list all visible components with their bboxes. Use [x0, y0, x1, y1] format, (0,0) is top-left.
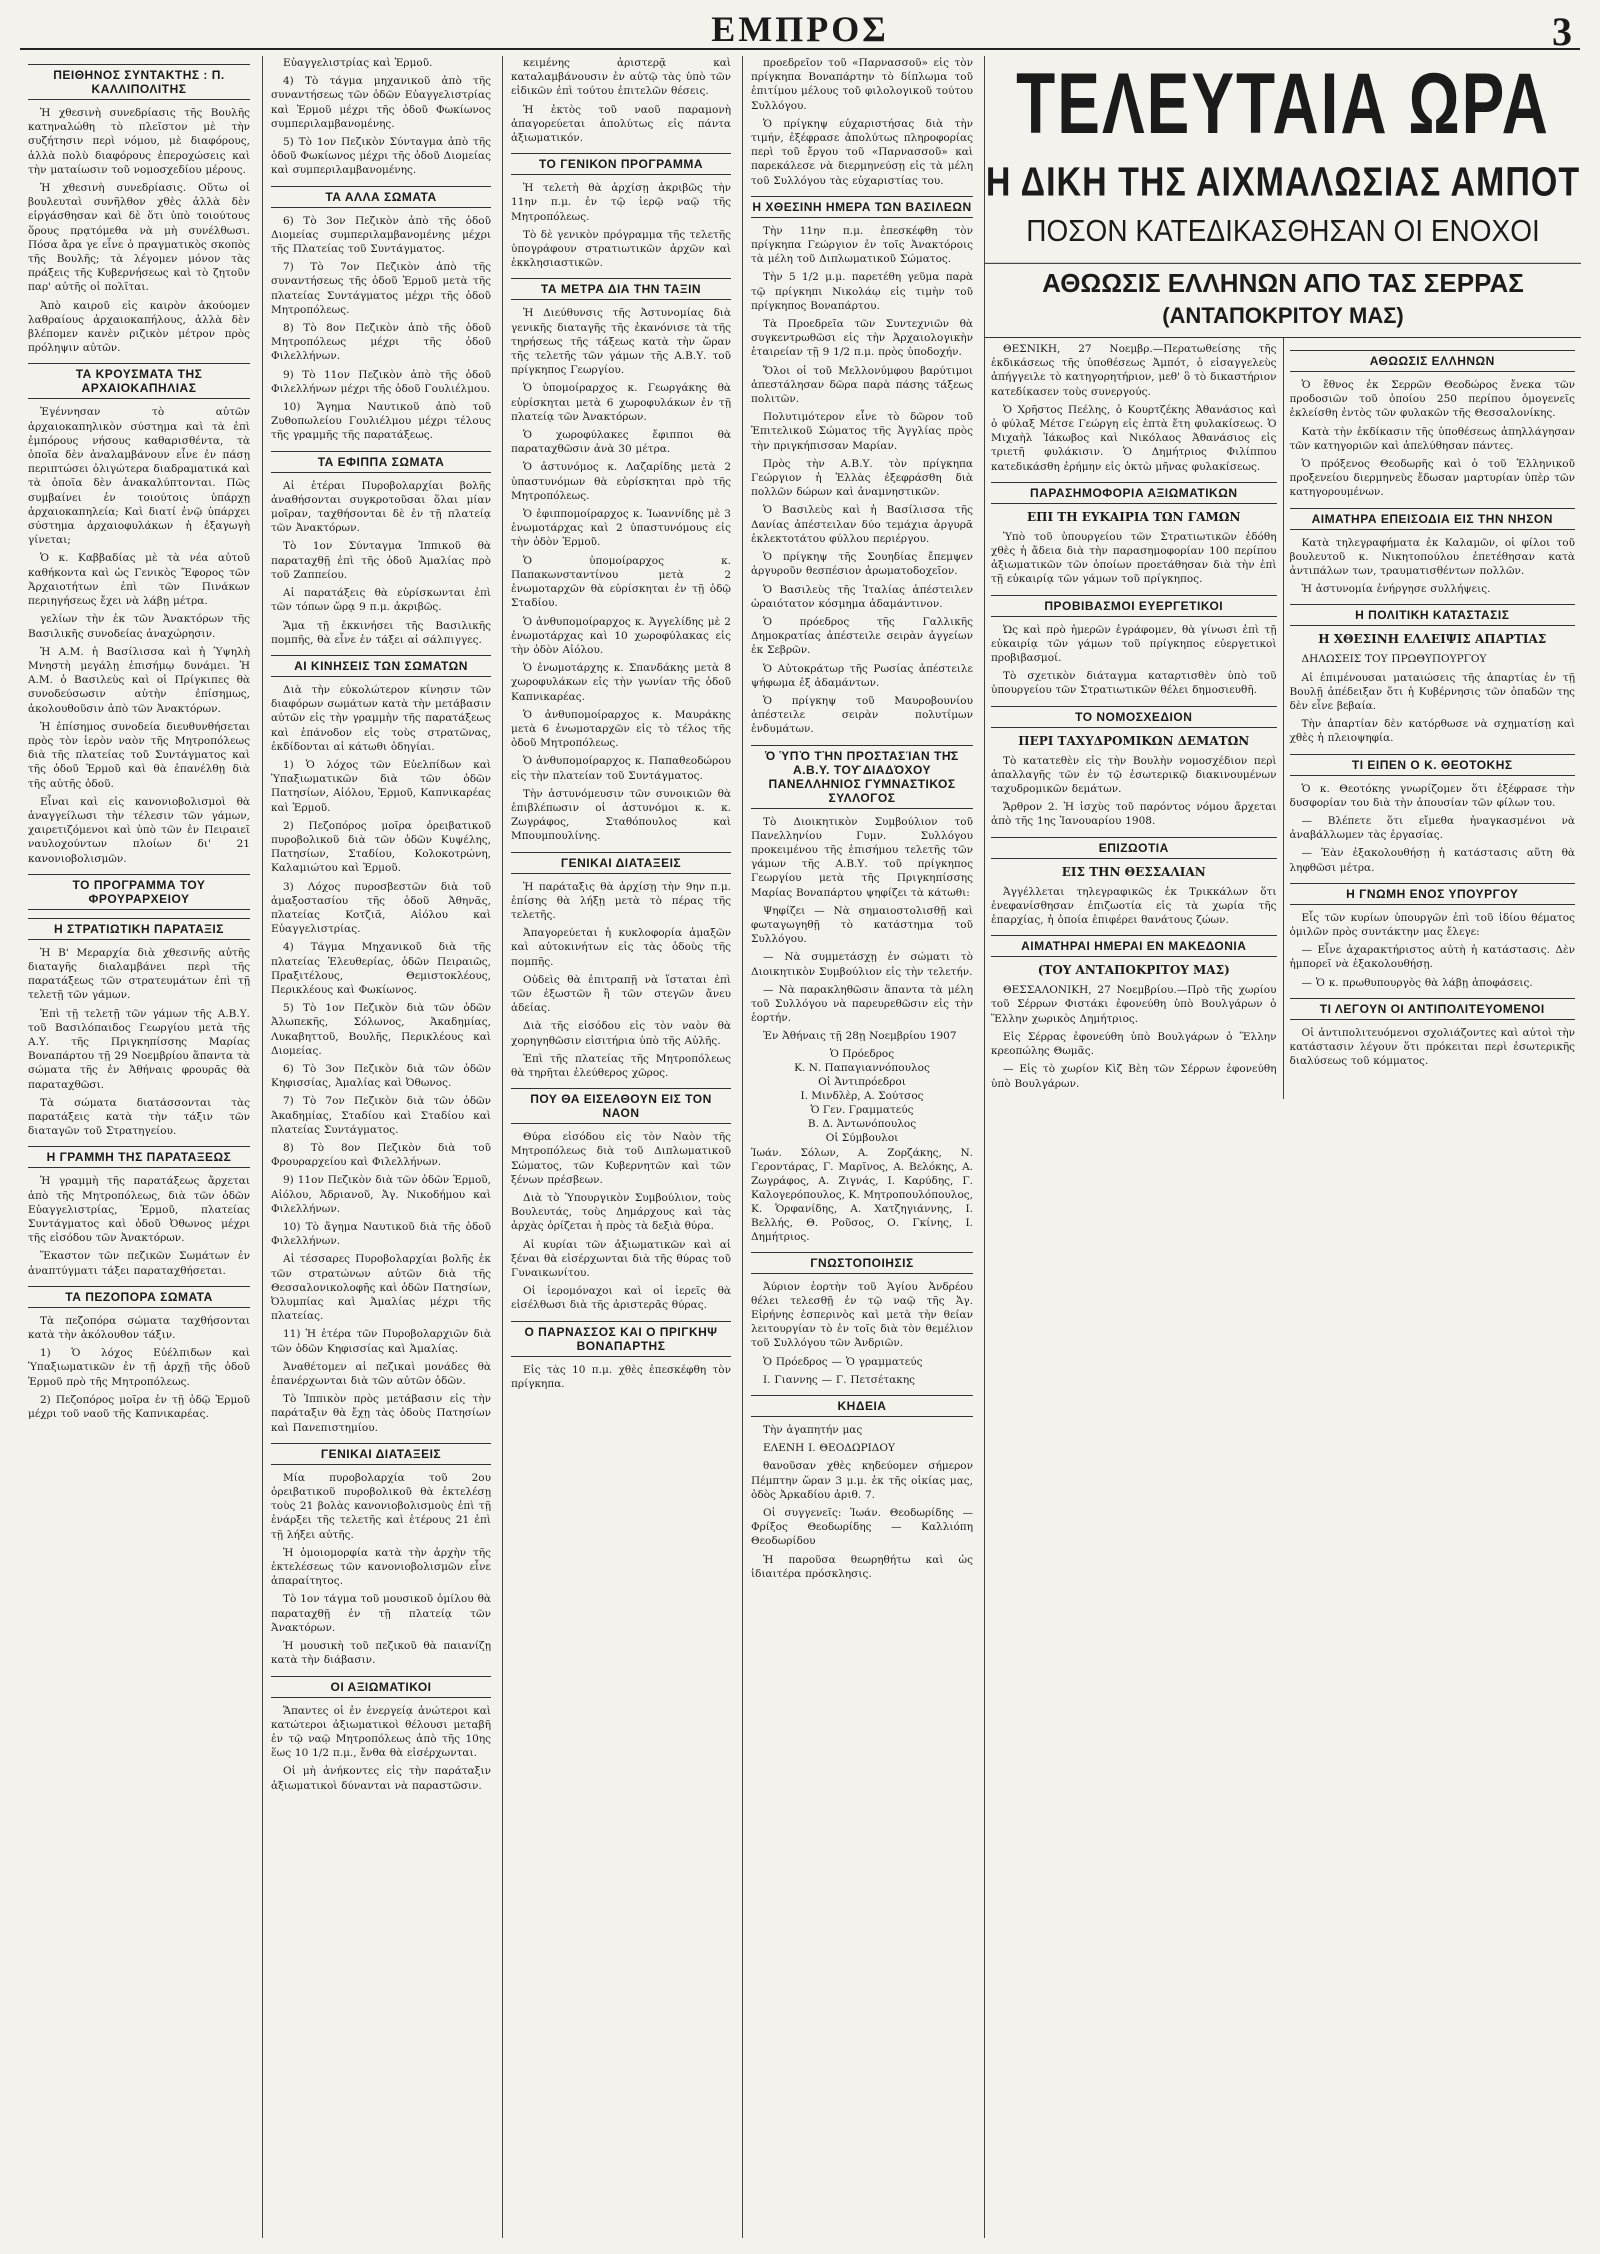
- section-heading: ΑΘΩΩΣΙΣ ΕΛΛΗΝΩΝ: [1290, 350, 1576, 372]
- right-subcolumn-1: [985, 338, 1283, 1099]
- article-paragraph: 7) Τὸ 7ον Πεζικὸν διὰ τῶν ὁδῶν Ἀκαδημίας, Σταδίου καὶ Σταδίου καὶ πλατείας Συντάγματος.: [271, 1095, 491, 1136]
- section-heading: ΠΑΡΑΣΗΜΟΦΟΡΙΑ ΑΞΙΩΜΑΤΙΚΩΝ: [991, 482, 1277, 504]
- article-paragraph: Εἶναι καὶ εἰς κανονιοβολισμοὶ θὰ ἀναγγείλωσι τὴν τέλεσιν τῶν γάμων, χαιρετιζόμενοι καὶ ὑπὸ τῶν ἐν Πειραιεῖ ναυλοχούντων πλοίων δι' 21 κανονιοβολισμῶν.: [28, 795, 250, 865]
- article-paragraph: — Νὰ παρακληθῶσιν ἅπαντα τὰ μέλη τοῦ Συλλόγου νὰ παρευρεθῶσιν εἰς τὴν ἑορτήν.: [751, 983, 973, 1025]
- article-paragraph: Ἡ ἐπίσημος συνοδεία διευθυνθήσεται πρὸς τὸν ἱερὸν ναὸν τῆς Μητροπόλεως διὰ τῆς πλατείας τοῦ Συντάγματος καὶ τῆς ὁδοῦ Ἑρμοῦ καὶ θὰ ἐπανέλθῃ διὰ τῆς αὐτῆς ὁδοῦ.: [28, 720, 250, 790]
- article-paragraph: Μία πυροβολαρχία τοῦ 2ου ὀρειβατικοῦ πυροβολικοῦ θὰ ἐκτελέσῃ τοὺς 21 βολὰς κανονιοβολισμοὺς ἐπὶ τῇ ἐνάρξει τῆς τελετῆς καὶ ἑτέρους 21 ἐπὶ τῇ λήξει αὐτῆς.: [271, 1471, 491, 1541]
- article-paragraph: Ὁ ἀνθυπομοίραρχος κ. Παπαθεοδώρου εἰς τὴν πλατείαν τοῦ Συντάγματος.: [511, 755, 731, 782]
- article-paragraph: Τὰ σώματα διατάσσονται τὰς παρατάξεις κατὰ τὴν τάξιν τῶν διαταγῶν τοῦ Στρατηγείου.: [28, 1096, 250, 1138]
- article-paragraph: 2) Πεζοπόρος μοῖρα ἐν τῇ ὁδῷ Ἑρμοῦ μέχρι τοῦ ναοῦ τῆς Καπνικαρέας.: [28, 1393, 250, 1421]
- section-heading: ΑΙΜΑΤΗΡΑ ΕΠΕΙΣΟΔΙΑ ΕΙΣ ΤΗΝ ΝΗΣΟΝ: [1290, 508, 1576, 530]
- article-paragraph: Τὴν 11ην π.μ. ἐπεσκέφθη τὸν πρίγκηπα Γεώργιον ἐν τοῖς Ἀνακτόροις τὰ μέλη τοῦ Διπλωματικοῦ Σώματος.: [751, 224, 973, 266]
- article-paragraph: Αἱ τέσσαρες Πυροβολαρχίαι βολῆς ἐκ τῶν στρατώνων αὐτῶν διὰ τῆς Θεσσαλονικολοφῆς καὶ ὁδῶν Πατησίων, Ὀλυμπίας καὶ Ἀμαλίας μέχρι τῆς πλατείας.: [271, 1253, 491, 1323]
- section-heading: ΤΟ ΠΡΟΓΡΑΜΜΑ ΤΟΥ ΦΡΟΥΡΑΡΧΕΙΟΥ: [28, 874, 250, 910]
- article-paragraph: Ἀπὸ καιροῦ εἰς καιρὸν ἀκούομεν λαθραίους ἀρχαιοκαπήλους, ἀλλὰ δὲν βλέπομεν κανὲν ριζικὸν μέτρον πρὸς πρόληψιν αὐτῶν.: [28, 299, 250, 355]
- article-paragraph: Τὸ Διοικητικὸν Συμβούλιον τοῦ Πανελληνίου Γυμν. Συλλόγου προκειμένου τῆς ἐπισήμου τελετῆς τῶν γάμων τῆς Α.Β.Υ. τοῦ πρίγκηπος Γεωργίου μετὰ τῆς Πριγκηπίσσης Μαρίας Βοναπάρτου ψηφίζει τὰ κάτωθι:: [751, 815, 973, 899]
- article-paragraph: Εὐαγγελιστρίας καὶ Ἑρμοῦ.: [283, 57, 433, 69]
- section-heading: ΚΗΔΕΙΑ: [751, 1395, 973, 1417]
- article-paragraph: Οἱ ἀντιπολιτευόμενοι σχολιάζοντες καὶ αὐτοὶ τὴν κατάστασιν λέγουν ὅτι πρόκειται περὶ ἐσωτερικῆς διαλύσεως τοῦ κόμματος.: [1289, 1026, 1575, 1068]
- breaking-acquittal: ΑΘΩΩΣΙΣ ΕΛΛΗΝΩΝ ΑΠΟ ΤΑΣ ΣΕΡΡΑΣ: [1042, 268, 1524, 298]
- article-paragraph: Οἱ μὴ ἀνήκοντες εἰς τὴν παράταξιν ἀξιωματικοὶ δύνανται νὰ παραστῶσιν.: [271, 1765, 491, 1792]
- section-heading: ΤΑ ΠΕΖΟΠΟΡΑ ΣΩΜΑΤΑ: [28, 1286, 250, 1308]
- section-heading: ΤΟ ΝΟΜΟΣΧΕΔΙΟΝ: [991, 706, 1277, 728]
- article-paragraph: 5) Τὸ 1ον Πεζικὸν διὰ τῶν ὁδῶν Ἀλωπεκῆς, Σόλωνος, Ἀκαδημίας, Λυκαβηττοῦ, Βουλῆς, Περικλέους καὶ Διομείας.: [271, 1002, 491, 1057]
- article-paragraph: γελίων τὴν ἐκ τῶν Ἀνακτόρων τῆς Βασιλικῆς συνοδείας ἀναχώρησιν.: [28, 613, 250, 640]
- article-paragraph: ΘΕΣΝΙΚΗ, 27 Νοεμβρ.—Περατωθείσης τῆς ἐκδικάσεως τῆς ὑποθέσεως Ἀμπότ, ὁ εἰσαγγελεὺς ἀπήγγειλε τὸ κατηγορητήριον, μεθ' ὃ τὸ δικαστήριον κατεδίκασεν τοὺς συνεργούς.: [991, 343, 1277, 398]
- section-heading: ΤΑ ΚΡΟΥΣΜΑΤΑ ΤΗΣ ΑΡΧΑΙΟΚΑΠΗΛΙΑΣ: [28, 363, 250, 399]
- section-subheading: ΠΕΡΙ ΤΑΧΥΔΡΟΜΙΚΩΝ ΔΕΜΑΤΩΝ: [1018, 733, 1250, 748]
- article-paragraph: Τὸ κατατεθὲν εἰς τὴν Βουλὴν νομοσχέδιον περὶ ἀπαλλαγῆς τῶν ἐν τῷ ἐσωτερικῷ διακινουμένων ταχυδρομικῶν δεμάτων.: [991, 754, 1277, 796]
- article-paragraph: Ὁ χωροφύλακες ἔφιπποι θὰ παραταχθῶσιν ἀνὰ 30 μέτρα.: [511, 429, 731, 456]
- article-paragraph: — Νὰ συμμετάσχῃ ἐν σώματι τὸ Διοικητικὸν Συμβούλιον εἰς τὴν τελετήν.: [751, 951, 973, 978]
- article-paragraph: ΕΛΕΝΗ Ι. ΘΕΟΔΩΡΙΔΟΥ: [763, 1442, 895, 1455]
- article-paragraph: Τὴν ἀπαρτίαν δὲν κατόρθωσε νὰ σχηματίσῃ καὶ χθὲς ἡ πλειοψηφία.: [1289, 718, 1575, 745]
- article-paragraph: θανοῦσαν χθὲς κηδεύομεν σήμερον Πέμπτην ὥραν 3 μ.μ. ἐκ τῆς οἰκίας μας, ὁδὸς Ἀρκαδίου ἀριθ. 7.: [751, 1460, 973, 1501]
- article-paragraph: Ὡς καὶ πρὸ ἡμερῶν ἐγράφομεν, θὰ γίνωσι ἐπὶ τῇ εὐκαιρίᾳ τῶν γάμων τοῦ πρίγκηπος εὐεργετικοὶ προβιβασμοί.: [991, 623, 1277, 665]
- article-paragraph: Αἱ παρατάξεις θὰ εὑρίσκωνται ἐπὶ τῶν τόπων ὥρᾳ 9 π.μ. ἀκριβῶς.: [271, 587, 491, 614]
- article-paragraph: Πρὸς τὴν Α.Β.Υ. τὸν πρίγκηπα Γεώργιον ἡ Ἑλλὰς ἐξεφράσθη διὰ πολλῶν δώρων καὶ ἀναμνηστικῶν.: [751, 457, 973, 499]
- breaking-question: ΠΟΣΟΝ ΚΑΤΕΔΙΚΑΣΘΗΣΑΝ ΟΙ ΕΝΟΧΟΙ: [985, 210, 1581, 264]
- article-paragraph: Ἅμα τῇ ἐκκινήσει τῆς Βασιλικῆς πομπῆς, θὰ εἶνε ἐν τάξει αἱ σάλπιγγες.: [271, 619, 491, 646]
- article-paragraph: Ι. Γιαννης — Γ. Πετσέτακης: [763, 1373, 916, 1386]
- article-paragraph: ΘΕΣΣΑΛΟΝΙΚΗ, 27 Νοεμβρίου.—Πρὸ τῆς χωρίου τοῦ Σέρρων Φιστάκι ἐφονεύθη ὑπὸ Βουλγάρων ὁ Ἕλλην χωρικὸς Δημήτριος.: [991, 984, 1277, 1025]
- article-paragraph: Ἡ ὁμοιομορφία κατὰ τὴν ἀρχὴν τῆς ἐκτελέσεως τῶν κανονιοβολισμῶν εἶνε ἀπαραίτητος.: [271, 1546, 491, 1588]
- article-paragraph: Ὁ Πρόεδρος — Ὁ γραμματεύς: [763, 1355, 923, 1368]
- article-paragraph: Ἅπαντες οἱ ἐν ἐνεργείᾳ ἀνώτεροι καὶ κατώτεροι ἀξιωματικοὶ θέλουσι μεταβῆ ἐν τῷ ναῷ Μητροπόλεως ἀπὸ τῆς 10ης ἕως 10 1/2 π.μ., ἔνθα θὰ εἰσέρχωνται.: [271, 1704, 491, 1760]
- article-paragraph: ΔΗΛΩΣΕΙΣ ΤΟΥ ΠΡΩΘΥΠΟΥΡΓΟΥ: [1301, 653, 1487, 666]
- article-paragraph: προεδρεῖον τοῦ «Παρνασσοῦ» εἰς τὸν πρίγκηπα Βοναπάρτην τὸ δίπλωμα τοῦ ἐπιτίμου μέλους τοῦ φιλολογικοῦ τούτου Συλλόγου.: [751, 57, 973, 112]
- article-paragraph: Ὁ Βασιλεὺς καὶ ἡ Βασίλισσα τῆς Δανίας ἀπέστειλαν δύο τεμάχια ἀργυρᾶ ἐκλεκτοτάτου φύλλου περιέργου.: [751, 504, 973, 545]
- article-paragraph: Ἡ παροῦσα θεωρηθήτω καὶ ὡς ἰδιαιτέρα πρόσκλησις.: [751, 1553, 973, 1580]
- article-paragraph: Ἐπὶ τῆς πλατείας τῆς Μητροπόλεως θὰ τηρῆται ἐλεύθερος χῶρος.: [511, 1052, 731, 1079]
- article-paragraph: Τὴν ἀγαπητήν μας: [763, 1424, 863, 1436]
- article-paragraph: 11) Ἡ ἑτέρα τῶν Πυροβολαρχιῶν διὰ τῶν ὁδῶν Κηφισσίας καὶ Ἀμαλίας.: [271, 1328, 491, 1355]
- article-paragraph: Τὰ πεζοπόρα σώματα ταχθήσονται κατὰ τὴν ἀκόλουθον τάξιν.: [28, 1314, 250, 1342]
- article-paragraph: Ὁ ἔθνος ἐκ Σερρῶν Θεοδώρος ἔνεκα τῶν προδοσιῶν τοῦ ὁποίου 250 περίπου ὁμογενεῖς ἐκλείσθη ἐντὸς τῶν φυλακῶν τῆς Θεσσαλονίκης.: [1289, 379, 1575, 420]
- article-paragraph: Τὸ 1ον τάγμα τοῦ μουσικοῦ ὁμίλου θὰ παραταχθῇ ἐν τῇ πλατείᾳ τῶν Ἀνακτόρων.: [271, 1593, 491, 1634]
- article-paragraph: — Βλέπετε ὅτι εἴμεθα ἠναγκασμένοι νὰ ἀναβάλλωμεν τὰς ἐργασίας.: [1289, 815, 1575, 842]
- section-subheading: ΕΠΙ ΤΗ ΕΥΚΑΙΡΙΑ ΤΩΝ ΓΑΜΩΝ: [1027, 509, 1241, 524]
- article-paragraph: Ὁ Χρῆστος Πεέλης, ὁ Κουρτζέκης Ἀθανάσιος καὶ ὁ φύλαξ Μέτσε Γεώργη εἰς ἑπτὰ ἔτη φυλακίσεως. Ὁ Μιχαὴλ Ἰάκωβος καὶ Νικόλαος Ἀθανάσιος εἰς τριετῆ φυλάκισιν. Ὁ Δημήτριος Φιλίππου κατεδικάσθη ἐρήμην εἰς ὀκτὼ μῆνας φυλακίσεως.: [991, 403, 1277, 473]
- article-paragraph: κειμένης ἀριστερᾷ καὶ καταλαμβάνουσιν ἐν αὐτῷ τὰς ὑπὸ τῶν εἰδικῶν ἐπὶ τούτου ἐπιτελῶν θέσεις.: [511, 57, 731, 98]
- article-paragraph: Ψηφίζει — Νὰ σημαιοστολισθῇ καὶ φωταγωγηθῇ τὸ κατάστημα τοῦ Συλλόγου.: [751, 904, 973, 946]
- section-heading: ΓΝΩΣΤΟΠΟΙΗΣΙΣ: [751, 1252, 973, 1274]
- newspaper-title: ΕΜΠΡΟΣ: [711, 9, 889, 49]
- article-paragraph: 8) Τὸ 8ον Πεζικὸν διὰ τοῦ Φρουραρχείου καὶ Φιλελλήνων.: [271, 1142, 491, 1169]
- article-paragraph: Ὁ κ. Καββαδίας μὲ τὰ νέα αὐτοῦ καθήκοντα καὶ ὡς Γενικὸς Ἔφορος τῶν Ἀρχαιοτήτων ἐπὶ τῶν Πινάκων περιηγήσεως ἔχει νὰ λάβῃ μέτρα.: [28, 552, 250, 608]
- signature-members-label: Οἱ Σύμβουλοι: [825, 1131, 899, 1144]
- article-paragraph: Ὁ ὑπομοίραρχος κ. Γεωργάκης θὰ εὑρίσκηται μετὰ 6 χωροφυλάκων ἐν τῇ πλατείᾳ τῶν Ἀνακτόρων.: [511, 382, 731, 423]
- article-paragraph: Ἡ τελετὴ θὰ ἀρχίσῃ ἀκριβῶς τὴν 11ην π.μ. ἐν τῷ ἱερῷ ναῷ τῆς Μητροπόλεως.: [511, 182, 731, 223]
- section-heading: ΓΕΝΙΚΑΙ ΔΙΑΤΑΞΕΙΣ: [271, 1443, 491, 1465]
- section-heading: Η ΧΘΕΣΙΝΗ ΗΜΕΡΑ ΤΩΝ ΒΑΣΙΛΕΩΝ: [751, 196, 973, 218]
- article-paragraph: Ἡ Διεύθυνσις τῆς Ἀστυνομίας διὰ γενικῆς διαταγῆς τῆς ἐκανόνισε τὰ τῆς τηρήσεως τῆς τάξεως κατὰ τὴν ὥραν τῆς τελετῆς τῶν γάμων τῆς Α.Β.Υ. τοῦ πρίγκηπος Γεωργίου.: [511, 307, 731, 377]
- masthead: [20, 8, 1580, 54]
- section-heading: ΤΙ ΛΕΓΟΥΝ ΟΙ ΑΝΤΙΠΟΛΙΤΕΥΟΜΕΝΟΙ: [1290, 998, 1576, 1020]
- article-paragraph: Ἐπὶ τῇ τελετῇ τῶν γάμων τῆς Α.Β.Υ. τοῦ Βασιλόπαιδος Γεωργίου μετὰ τῆς Α.Υ. τῆς Πριγκηπίσσης Μαρίας Βοναπάρτου τῇ 29 Νοεμβρίου ἅπαντα τὰ σώματα τῆς ἐν Ἀθήναις φρουρᾶς θὰ παραταχθῶσι.: [28, 1007, 250, 1091]
- article-paragraph: — Ὁ κ. πρωθυπουργὸς θὰ λάβῃ ἀποφάσεις.: [1301, 976, 1533, 989]
- article-paragraph: 10) Τὸ ἄγημα Ναυτικοῦ διὰ τῆς ὁδοῦ Φιλελλήνων.: [271, 1221, 491, 1248]
- section-subheading: (ΤΟΥ ΑΝΤΑΠΟΚΡΙΤΟΥ ΜΑΣ): [1037, 963, 1230, 978]
- article-paragraph: Ὁ ἐφιππομοίραρχος κ. Ἰωαννίδης μὲ 3 ἐνωμοτάρχας καὶ 2 ὑπαστυνόμους εἰς τὴν ὁδὸν Ἑρμοῦ.: [511, 508, 731, 549]
- article-paragraph: Ἡ ἀστυνομία ἐνήργησε συλλήψεις.: [1301, 583, 1491, 596]
- article-paragraph: Ἡ ἐκτὸς τοῦ ναοῦ παραμονὴ ἀπαγορεύεται ἀπολύτως εἰς πάντα ἀξιωματικόν.: [511, 103, 731, 145]
- section-heading: ΤΑ ΜΕΤΡΑ ΔΙΑ ΤΗΝ ΤΑΞΙΝ: [511, 278, 731, 300]
- article-paragraph: Ὁ Αὐτοκράτωρ τῆς Ρωσίας ἀπέστειλε ψήφωμα ἐξ ἀδαμάντων.: [751, 662, 973, 689]
- article-paragraph: Κατὰ τηλεγραφήματα ἐκ Καλαμῶν, οἱ φίλοι τοῦ βουλευτοῦ κ. Νικητοπούλου ἐπετέθησαν κατὰ ἀντιπάλων των, τραυματισθέντων πολλῶν.: [1289, 536, 1575, 578]
- article-paragraph: Θύρα εἰσόδου εἰς τὸν Ναὸν τῆς Μητροπόλεως διὰ τοῦ Διπλωματικοῦ Σώματος, τῶν Κυβερνητῶν καὶ τῶν ξένων πρέσβεων.: [511, 1131, 731, 1186]
- article-paragraph: Διὰ τὸ Ὑπουργικὸν Συμβούλιον, τοὺς Βουλευτάς, τοὺς Δημάρχους καὶ τὰς ἀρχὰς ὁρίζεται ἡ πρὸς τὰ δεξιὰ θύρα.: [511, 1192, 731, 1233]
- article-paragraph: 3) Λόχος πυροσβεστῶν διὰ τοῦ ἀμαξοστασίου τῆς ὁδοῦ Ἀθηνᾶς, πλατείας Κοτζιᾶ, Αἰόλου καὶ Εὐαγγελιστρίας.: [271, 880, 491, 936]
- article-paragraph: Τὸ 1ον Σύνταγμα Ἱππικοῦ θὰ παραταχθῇ ἐπὶ τῆς ὁδοῦ Ἀμαλίας πρὸ τοῦ Ζαππείου.: [271, 540, 491, 581]
- article-paragraph: 6) Τὸ 3ον Πεζικὸν διὰ τῶν ὁδῶν Κηφισσίας, Ἀμαλίας καὶ Ὀθωνος.: [271, 1062, 491, 1090]
- breaking-subheadline: Η ΔΙΚΗ ΤΗΣ ΑΙΧΜΑΛΩΣΙΑΣ ΑΜΠΟΤ: [985, 159, 1581, 206]
- article-paragraph: 2) Πεζοπόρος μοῖρα ὀρειβατικοῦ πυροβολικοῦ διὰ τῶν ὁδῶν Κυψέλης, Πατησίων, Σταδίου, Κολοκοτρώνη, Καλαμιώτου καὶ Ἑρμοῦ.: [271, 819, 491, 875]
- article-paragraph: Ἕκαστον τῶν πεζικῶν Σωμάτων ἐν ἀναπτύγματι τάξει παραταχθήσεται.: [28, 1250, 250, 1277]
- article-paragraph: — Εἶνε ἀχαρακτήριστος αὐτὴ ἡ κατάστασις. Δὲν ἠμπορεῖ νὰ ἐξακολουθήσῃ.: [1289, 944, 1575, 971]
- right-subcolumn-2: [1283, 338, 1582, 1099]
- article-paragraph: Διὰ τὴν εὐκολώτερον κίνησιν τῶν διαφόρων σωμάτων κατὰ τὴν μετάβασιν αὐτῶν εἰς τὴν γραμμὴν τῆς παρατάξεως καὶ ἐπάνοδον εἰς τοὺς στρατῶνας, ἐκδίδονται αἱ κάτωθι ὁδηγίαι.: [271, 683, 491, 753]
- article-paragraph: Πολυτιμότερον εἶνε τὸ δῶρον τοῦ Ἐπιτελικοῦ Σώματος τῆς Ἀγγλίας πρὸς τὴν πριγκήπισσαν Μαρίαν.: [751, 411, 973, 452]
- article-paragraph: Ἀγγέλλεται τηλεγραφικῶς ἐκ Τρικκάλων ὅτι ἐνεφανίσθησαν ἐπιζωοτία εἰς τὰ χωρία τῆς ἐπαρχίας, ἡ ὁποία ἐπιφέρει θανάτους ζώων.: [991, 885, 1277, 927]
- signature-name1: Κ. Ν. Παπαγιαννόπουλος: [794, 1061, 930, 1074]
- article-paragraph: Ἡ Β' Μεραρχία διὰ χθεσινῆς αὐτῆς διαταγῆς διαλαμβάνει περὶ τῆς παρατάξεως τῶν στρατευμάτων ἐπὶ τῇ τελετῇ τῶν γάμων.: [28, 946, 250, 1002]
- section-heading: ΓΕΝΙΚΑΙ ΔΙΑΤΑΞΕΙΣ: [511, 852, 731, 874]
- article-paragraph: Ἡ Α.Μ. ἡ Βασίλισσα καὶ ἡ Ὑψηλὴ Μνηστὴ μεγάλῃ ἐπισήμῳ δυνάμει. Ἡ Α.Μ. ὁ Βασιλεὺς καὶ οἱ Πρίγκιπες θὰ συνοδεύσωσιν αὐτὴν ἐπίσημως, ἀκολουθοῦσιν ἀπὸ τῶν Ἀνακτόρων.: [28, 645, 250, 715]
- section-heading: ΠΟΥ ΘΑ ΕΙΣΕΛΘΟΥΝ ΕΙΣ ΤΟΝ ΝΑΟΝ: [511, 1088, 731, 1124]
- article-paragraph: Ἀπαγορεύεται ἡ κυκλοφορία ἁμαξῶν καὶ αὐτοκινήτων εἰς τὰς ὁδοὺς τῆς πομπῆς.: [511, 927, 731, 968]
- right-subcolumns: [985, 337, 1581, 1099]
- signature-members: Ἰωάν. Σόλων, Α. Ζορζάκης, Ν. Γεροντάρας, Γ. Μαρῖνος, Α. Βελόκης, Α. Ζωγράφος, Α. Ζιγνάς, Ι. Καρύδης, Γ. Καλογερόπουλος, Κ. Μητροπουλόπουλος, Κ. Ὁρφανίδης, Α. Χατζηγιάννης, Ι. Βελλής, Θ. Ροῦσος, Ο. Γκίνης, Ι. Δημήτριος.: [751, 1146, 973, 1243]
- article-paragraph: Ὁ κ. Θεοτόκης γνωρίζομεν ὅτι ἐξέφρασε τὴν δυσφορίαν του διὰ τὴν ἀπουσίαν τῶν φίλων του.: [1289, 782, 1575, 809]
- section-heading: ΟΙ ΑΞΙΩΜΑΤΙΚΟΙ: [271, 1676, 491, 1698]
- breaking-headline: ΤΕΛΕΥΤΑΙΑ ΩΡΑ: [1016, 56, 1550, 152]
- article-paragraph: Τὸ σχετικὸν διάταγμα καταρτισθὲν ὑπὸ τοῦ ὑπουργείου τῶν Στρατιωτικῶν θέλει δημοσιευθῆ.: [991, 670, 1277, 697]
- column-4: [742, 56, 981, 2238]
- article-paragraph: Οἱ συγγενεῖς: Ἰωάν. Θεοδωρίδης — Φρίξος Θεοδωρίδης — Καλλιόπη Θεοδωρίδου: [751, 1507, 973, 1548]
- breaking-correspondent: (ΑΝΤΑΠΟΚΡΙΤΟΥ ΜΑΣ): [1162, 303, 1404, 328]
- section-heading: ΤΑ ΑΛΛΑ ΣΩΜΑΤΑ: [271, 186, 491, 208]
- article-paragraph: Ὅλοι οἱ τοῦ Μελλονύμφου βαρύτιμοι ἀπεστάλησαν δῶρα παρὰ πάσης τάξεως πολιτῶν.: [751, 364, 973, 406]
- article-paragraph: 5) Τὸ 1ον Πεζικὸν Σύνταγμα ἀπὸ τῆς ὁδοῦ Φωκίωνος μέχρι τῆς ὁδοῦ Διομείας καὶ συμπεριλαμβανομένης.: [271, 136, 491, 177]
- article-paragraph: 1) Ὁ λόχος τῶν Εὐελπίδων καὶ Ὑπαξιωματικῶν διὰ τῶν ὁδῶν Πατησίων, Αἰόλου, Ἑρμοῦ, Καπνικαρέας καὶ Ἑρμοῦ.: [271, 758, 491, 814]
- article-paragraph: Ἀναθέτομεν αἱ πεζικαὶ μονάδες θὰ ἐπανέρχωνται διὰ τῶν αὐτῶν ὁδῶν.: [271, 1360, 491, 1388]
- article-paragraph: Ἡ χθεσινὴ συνεδρίασις. Οὕτω οἱ βουλευταὶ συνῆλθον χθὲς ἀλλὰ δὲν εἰργάσθησαν καὶ δὲ ὅτι ὑπὸ τοιούτους ὅρους πρᾳτόμεθα νὰ μὴ συνέλθωσι. Πόσα ἄρα γε εἶνε ὁ πραγματικὸς σκοπὸς τῆς Βουλῆς; τὰ λέγομεν μόνον τὰς πράξεις τῆς Κυβερνήσεως καὶ τὸ ζητοῦν παρ' αὐτῆς οἱ πολῖται.: [28, 182, 250, 294]
- article-paragraph: Τὰ Προεδρεῖα τῶν Συντεχνιῶν θὰ συγκεντρωθῶσι εἰς τὴν Ἀρχαιολογικὴν ἑταιρείαν τῇ 9 1/2 π.μ. πρὸς ὑποδοχήν.: [751, 318, 973, 359]
- section-subheading: Η ΧΘΕΣΙΝΗ ΕΛΛΕΙΨΙΣ ΑΠΑΡΤΙΑΣ: [1318, 632, 1547, 647]
- signature-name2: Ι. Μινδλὲρ, Α. Σούτσος: [800, 1089, 924, 1102]
- section-heading: Η ΠΟΛΙΤΙΚΗ ΚΑΤΑΣΤΑΣΙΣ: [1290, 604, 1576, 626]
- column-2: [262, 56, 499, 2238]
- article-paragraph: Διὰ τῆς εἰσόδου εἰς τὸν ναὸν θὰ χορηγηθῶσιν εἰσιτήρια ὑπὸ τῆς Αὐλῆς.: [511, 1020, 731, 1047]
- page-number: 3: [1552, 9, 1572, 54]
- signature-role2: Οἱ Ἀντιπρόεδροι: [818, 1075, 906, 1088]
- article-paragraph: Ἡ μουσικὴ τοῦ πεζικοῦ θὰ παιανίζῃ κατὰ τὴν διάβασιν.: [271, 1640, 491, 1667]
- section-heading: ΠΕΙΘΗΝΟΣ ΣΥΝΤΑΚΤΗΣ : Π. ΚΑΛΛΙΠΟΛΙΤΗΣ: [28, 64, 250, 100]
- article-paragraph: 4) Τὸ τάγμα μηχανικοῦ ἀπὸ τῆς συναντήσεως τῶν ὁδῶν Εὐαγγελιστρίας καὶ Ἑρμοῦ μέχρι τῆς ὁδοῦ Φωκίωνος συμπεριλαμβανομένης.: [271, 75, 491, 130]
- section-heading: ΑΙ ΚΙΝΗΣΕΙΣ ΤΩΝ ΣΩΜΑΤΩΝ: [271, 655, 491, 677]
- article-paragraph: Ἡ χθεσινὴ συνεδρίασις τῆς Βουλῆς κατηναλώθη τὸ πλεῖστον μὲ τὴν συζήτησιν περὶ νόμου, μὲ διαφόρους, ἀλλὰ πολὺ διαφόρους ἐπεροχώσεις καὶ τὴν ματαίωσιν τοῦ νομοσχεδίου μέρους.: [28, 107, 250, 176]
- breaking-news-section: [984, 56, 1581, 2238]
- signature-role1: Ὁ Πρόεδρος: [829, 1047, 895, 1060]
- article-paragraph: Οὐδεὶς θὰ ἐπιτραπῇ νὰ ἵσταται ἐπὶ τῶν ἐξωστῶν ἢ τῶν στεγῶν ἄνευ ἀδείας.: [511, 973, 731, 1015]
- section-heading: Η ΓΡΑΜΜΗ ΤΗΣ ΠΑΡΑΤΑΞΕΩΣ: [28, 1146, 250, 1168]
- article-paragraph: Ὁ Βασιλεὺς τῆς Ἰταλίας ἀπέστειλεν ὡραιότατον κόσμημα ἀδαμάντινον.: [751, 583, 973, 610]
- article-paragraph: 6) Τὸ 3ον Πεζικὸν ἀπὸ τῆς ὁδοῦ Διομείας συμπεριλαμβανομένης μέχρι τῆς Πλατείας τοῦ Συντάγματος.: [271, 214, 491, 256]
- article-paragraph: Ὑπὸ τοῦ ὑπουργείου τῶν Στρατιωτικῶν ἐδόθη χθὲς ἡ ἄδεια διὰ τὴν παρασημοφορίαν 100 περίπου ἀξιωματικῶν τῶν ὁποίων προετάθησαν διὰ τὴν ἐπὶ τῇ εὐκαιρίᾳ τῶν γάμων τοῦ πρίγκηπος.: [991, 530, 1277, 586]
- article-paragraph: Ἡ γραμμὴ τῆς παρατάξεως ἄρχεται ἀπὸ τῆς Μητροπόλεως, διὰ τῶν ὁδῶν Εὐαγγελιστρίας, Ἑρμοῦ, πλατείας Συντάγματος καὶ ὁδοῦ Ὀθωνος μέχρι τῆς εἰσόδου τῶν Ἀνακτόρων.: [28, 1175, 250, 1245]
- article-paragraph: 1) Ὁ λόχος Εὐέλπιδων καὶ Ὑπαξιωματικῶν ἐν τῇ ἀρχῇ τῆς ὁδοῦ Ἑρμοῦ πρὸ τῆς Μητροπόλεως.: [28, 1347, 250, 1388]
- section-heading: ΑΙΜΑΤΗΡΑΙ ΗΜΕΡΑΙ ΕΝ ΜΑΚΕΔΟΝΙΑ: [991, 935, 1277, 957]
- article-paragraph: Ὁ πρίγκηψ τοῦ Μαυροβουνίου ἀπέστειλε σειρὰν πολυτίμων ἐνδυμάτων.: [751, 694, 973, 736]
- section-heading: ΠΡΟΒΙΒΑΣΜΟΙ ΕΥΕΡΓΕΤΙΚΟΙ: [991, 595, 1277, 617]
- article-paragraph: Ἡ παράταξις θὰ ἀρχίσῃ τὴν 9ην π.μ. ἐπίσης θὰ λήξῃ μετὰ τὸ πέρας τῆς τελετῆς.: [511, 880, 731, 921]
- article-paragraph: Κατὰ τὴν ἐκδίκασιν τῆς ὑποθέσεως ἀπηλλάγησαν τῶν κατηγοριῶν καὶ ἀπελύθησαν πάντες.: [1289, 425, 1575, 452]
- column-3: [502, 56, 739, 2238]
- article-paragraph: Ὁ ἀστυνόμος κ. Λαζαρίδης μετὰ 2 ὑπαστυνόμων θὰ εὑρίσκηται πρὸ τῆς Μητροπόλεως.: [511, 461, 731, 502]
- section-heading: Ο ΠΑΡΝΑΣΣΟΣ ΚΑΙ Ο ΠΡΙΓΚΗΨ ΒΟΝΑΠΑΡΤΗΣ: [511, 1321, 731, 1357]
- article-paragraph: Αἱ κυρίαι τῶν ἀξιωματικῶν καὶ αἱ ξέναι θὰ εἰσέρχωνται διὰ τῆς θύρας τοῦ Γυναικωνίτου.: [511, 1238, 731, 1280]
- section-heading: ΤΑ ΕΦΙΠΠΑ ΣΩΜΑΤΑ: [271, 451, 491, 473]
- article-paragraph: Τὸ δὲ γενικὸν πρόγραμμα τῆς τελετῆς ὑπογράφουν στρατιωτικῶν ἀρχῶν καὶ ἐκκλησιαστικῶν.: [511, 228, 731, 270]
- article-paragraph: Τὴν 5 1/2 μ.μ. παρετέθη γεῦμα παρὰ τῷ πρίγκηπι Νικολάῳ εἰς τιμὴν τοῦ πρίγκηπος Βοναπάρτου.: [751, 271, 973, 312]
- article-paragraph: Ἐγέννησαν τὸ αὐτῶν ἀρχαιοκαπηλικὸν σύστημα καὶ τὰ ἐπὶ ἐμπόρους νήσους καθαρισθέντα, τὰ ὁποῖα δὲν ἀναλαμβάνουν εἶνε ἐν πάσῃ περιπτώσει ὀλιγώτερα διαδραματικά καὶ τὰ ὁποῖα δὲν ἀνακαλύπτονται. Πῶς συμβαίνει ἐν τοιούτοις ὑπάρχῃ ἀρχαιοκαπηλεία; Καὶ διατί ἐνῷ ὑπάρχει σύστημα ἀρχαιοφυλάκων ἡ ἐξαγωγὴ γίνεται;: [28, 406, 250, 547]
- article-paragraph: Ἀύριον ἑορτὴν τοῦ Ἁγίου Ἀνδρέου θέλει τελεσθῇ ἐν τῷ ναῷ τῆς Ἁγ. Εἰρήνης ἑσπερινὸς καὶ μετὰ τὴν θείαν λειτουργίαν τὸ ἐν τοῖς διὰ τὸν θεμέλιον τοῦ Συλλόγου τῶν Ἀνδριῶν.: [751, 1280, 973, 1350]
- article-paragraph: 8) Τὸ 8ον Πεζικὸν ἀπὸ τῆς ὁδοῦ Μητροπόλεως μέχρι τῆς ὁδοῦ Φιλελλήνων.: [271, 322, 491, 363]
- article-paragraph: 9) Τὸ 11ον Πεζικὸν ἀπὸ τῆς ὁδοῦ Φιλελλήνων μέχρι τῆς ὁδοῦ Γουλιέλμου.: [271, 368, 491, 395]
- article-paragraph: Εἰς Σέρρας ἐφονεύθη ὑπὸ Βουλγάρων ὁ Ἕλλην κρεοπώλης Θωμᾶς.: [991, 1030, 1277, 1058]
- article-paragraph: Ὁ ἐνωμοτάρχης κ. Σπανδάκης μετὰ 8 χωροφυλάκων εἰς τὴν γωνίαν τῆς ὁδοῦ Καπνικαρέας.: [511, 662, 731, 703]
- article-paragraph: Ὁ ὑπομοίραρχος κ. Παπακωνσταντίνου μετὰ 2 ἐνωμοταρχῶν θὰ εὑρίσκηται ἐν τῇ ὁδῷ Σταδίου.: [511, 554, 731, 610]
- section-heading: ΕΠΙΖΩΟΤΙΑ: [991, 837, 1277, 859]
- article-paragraph: Ὁ πρίγκηψ εὐχαριστήσας διὰ τὴν τιμήν, ἐξέφρασε ἀπολύτως πληροφορίας περὶ τοῦ ἔργου τοῦ «Παρνασσοῦ» καὶ παρεκάλεσε νὰ διερμηνεύσῃ εἰς τὰ μέλη τοῦ Συλλόγου τὰς εὐχαριστίας του.: [751, 117, 973, 187]
- article-paragraph: Ἐν Ἀθήναις τῇ 28ῃ Νοεμβρίου 1907: [763, 1030, 957, 1043]
- article-paragraph: Εἰς τὰς 10 π.μ. χθὲς ἐπεσκέφθη τὸν πρίγκηπα.: [511, 1363, 731, 1390]
- article-paragraph: 9) 11ον Πεζικὸν διὰ τῶν ὁδῶν Ἑρμοῦ, Αἰόλου, Ἀδριανοῦ, Ἀγ. Νικοδήμου καὶ Φιλελλήνων.: [271, 1174, 491, 1215]
- section-heading: ΤΟ ΓΕΝΙΚΟΝ ΠΡΟΓΡΑΜΜΑ: [511, 153, 731, 175]
- signature-role3: Ὁ Γεν. Γραμματεύς: [810, 1103, 914, 1116]
- article-paragraph: Οἱ ἱερομόναχοι καὶ οἱ ἱερεῖς θὰ εἰσέλθωσι διὰ τῆς ἀριστερᾶς θύρας.: [511, 1285, 731, 1312]
- article-paragraph: Ὁ πρόεδρος τῆς Γαλλικῆς Δημοκρατίας ἀπέστειλε σειρὰν ἀγγείων ἐκ Σεβρῶν.: [751, 615, 973, 657]
- article-paragraph: — Εἰς τὸ χωρίον Κὶζ Βὲη τῶν Σέρρων ἐφονεύθη ὑπὸ Βουλγάρων.: [991, 1063, 1277, 1090]
- article-paragraph: Ὁ ἀνθυπομοίραρχος κ. Μαυράκης μετὰ 6 ἐνωμοταρχῶν εἰς τὸ τέλος τῆς ὁδοῦ Μητροπόλεως.: [511, 708, 731, 750]
- section-heading: Ὁ ὙΠῸ ΤῊΝ ΠΡΟΣΤΑΣΊΑΝ ΤΗ͂Σ Α.Β.Υ. ΤΟΥ͂ ΔΙΑΔΌΧΟΥ ΠΑΝΕΛΛΗΝΙΟΣ ΓΥΜΝΑΣΤΙΚΟΣ ΣΥΛΛΟΓΟΣ: [751, 745, 973, 809]
- article-paragraph: Αἱ ἐτέραι Πυροβολαρχίαι βολῆς ἀναθήσονται συγκροτοῦσαι ὅλαι μίαν μοῖραν, ταχθήσονται δὲ ἐν τῇ πλατείᾳ τῶν Ἀνακτόρων.: [271, 479, 491, 535]
- column-1: [20, 56, 258, 2238]
- article-paragraph: Εἷς τῶν κυρίων ὑπουργῶν ἐπὶ τοῦ ἰδίου θέματος ὁμιλῶν πρὸς συντάκτην μας ἔλεγε:: [1289, 911, 1575, 939]
- section-heading: Η ΓΝΩΜΗ ΕΝΟΣ ΥΠΟΥΡΓΟΥ: [1290, 883, 1576, 905]
- section-heading: ΤΙ ΕΙΠΕΝ Ο Κ. ΘΕΟΤΟΚΗΣ: [1290, 754, 1576, 776]
- article-paragraph: Τὴν ἀστυνόμευσιν τῶν συνοικιῶν θὰ ἐπιβλέπωσιν οἱ ἀστυνόμοι κ. κ. Ζωγράφος, Σταθόπουλος καὶ Μπουμπουλίνης.: [511, 787, 731, 843]
- article-paragraph: 7) Τὸ 7ον Πεζικὸν ἀπὸ τῆς συναντήσεως τῆς ὁδοῦ Ἑρμοῦ μετὰ τῆς πλατείας Συντάγματος μέχρι τῆς ὁδοῦ Μητροπόλεως.: [271, 261, 491, 316]
- article-paragraph: — Ἐὰν ἐξακολουθήσῃ ἡ κατάστασις αὕτη θὰ ληφθῶσι μέτρα.: [1289, 847, 1575, 874]
- section-heading: Η ΣΤΡΑΤΙΩΤΙΚΗ ΠΑΡΑΤΑΞΙΣ: [28, 918, 250, 940]
- section-subheading: ΕΙΣ ΤΗΝ ΘΕΣΣΑΛΙΑΝ: [1061, 864, 1206, 879]
- article-paragraph: Ἄρθρον 2. Ἡ ἰσχὺς τοῦ παρόντος νόμου ἄρχεται ἀπὸ τῆς 1ης Ἰανουαρίου 1908.: [991, 801, 1277, 828]
- article-paragraph: Ὁ πρόξενος Θεοδωρῆς καὶ ὁ τοῦ Ἐλληνικοῦ προξενείου διερμηνεὺς ἔδωσαν μαρτυρίαν ὑπὲρ τῶν κατηγορουμένων.: [1289, 458, 1575, 499]
- article-paragraph: Τὸ Ἱππικὸν πρὸς μετάβασιν εἰς τὴν παράταξιν θὰ ἔχῃ τὰς ὁδοὺς Πατησίων καὶ Πανεπιστημίου.: [271, 1393, 491, 1434]
- article-paragraph: 10) Ἄγημα Ναυτικοῦ ἀπὸ τοῦ Ζυθοπωλείου Γουλιέλμου μέχρι τέλους τῆς γραμμῆς τῆς παρατάξεως.: [271, 401, 491, 442]
- article-paragraph: 4) Τάγμα Μηχανικοῦ διὰ τῆς πλατείας Ἐλευθερίας, ὁδῶν Πειραιῶς, Πραξιτέλους, Θεμιστοκλέους, Περικλέους καὶ Φωκίωνος.: [271, 941, 491, 996]
- signature-name3: Β. Δ. Ἀντωνόπουλος: [807, 1117, 917, 1130]
- article-paragraph: Ὁ πρίγκηψ τῆς Σουηδίας ἔπεμψεν ἀργυροῦν θεσπέσιον ἀρωματοδοχεῖον.: [751, 551, 973, 578]
- article-paragraph: Αἱ ἐπιμένουσαι ματαιώσεις τῆς ἀπαρτίας ἐν τῇ Βουλῇ ἀπέδειξαν ὅτι ἡ Κυβέρνησις τῶν ὁπαδῶν της δὲν εἶνε βεβαία.: [1289, 671, 1575, 713]
- article-paragraph: Ὁ ἀνθυπομοίραρχος κ. Ἀγγελίδης μὲ 2 ἐνωμοτάρχας καὶ 10 χωροφύλακας εἰς τὴν ὁδὸν Αἰόλου.: [511, 615, 731, 656]
